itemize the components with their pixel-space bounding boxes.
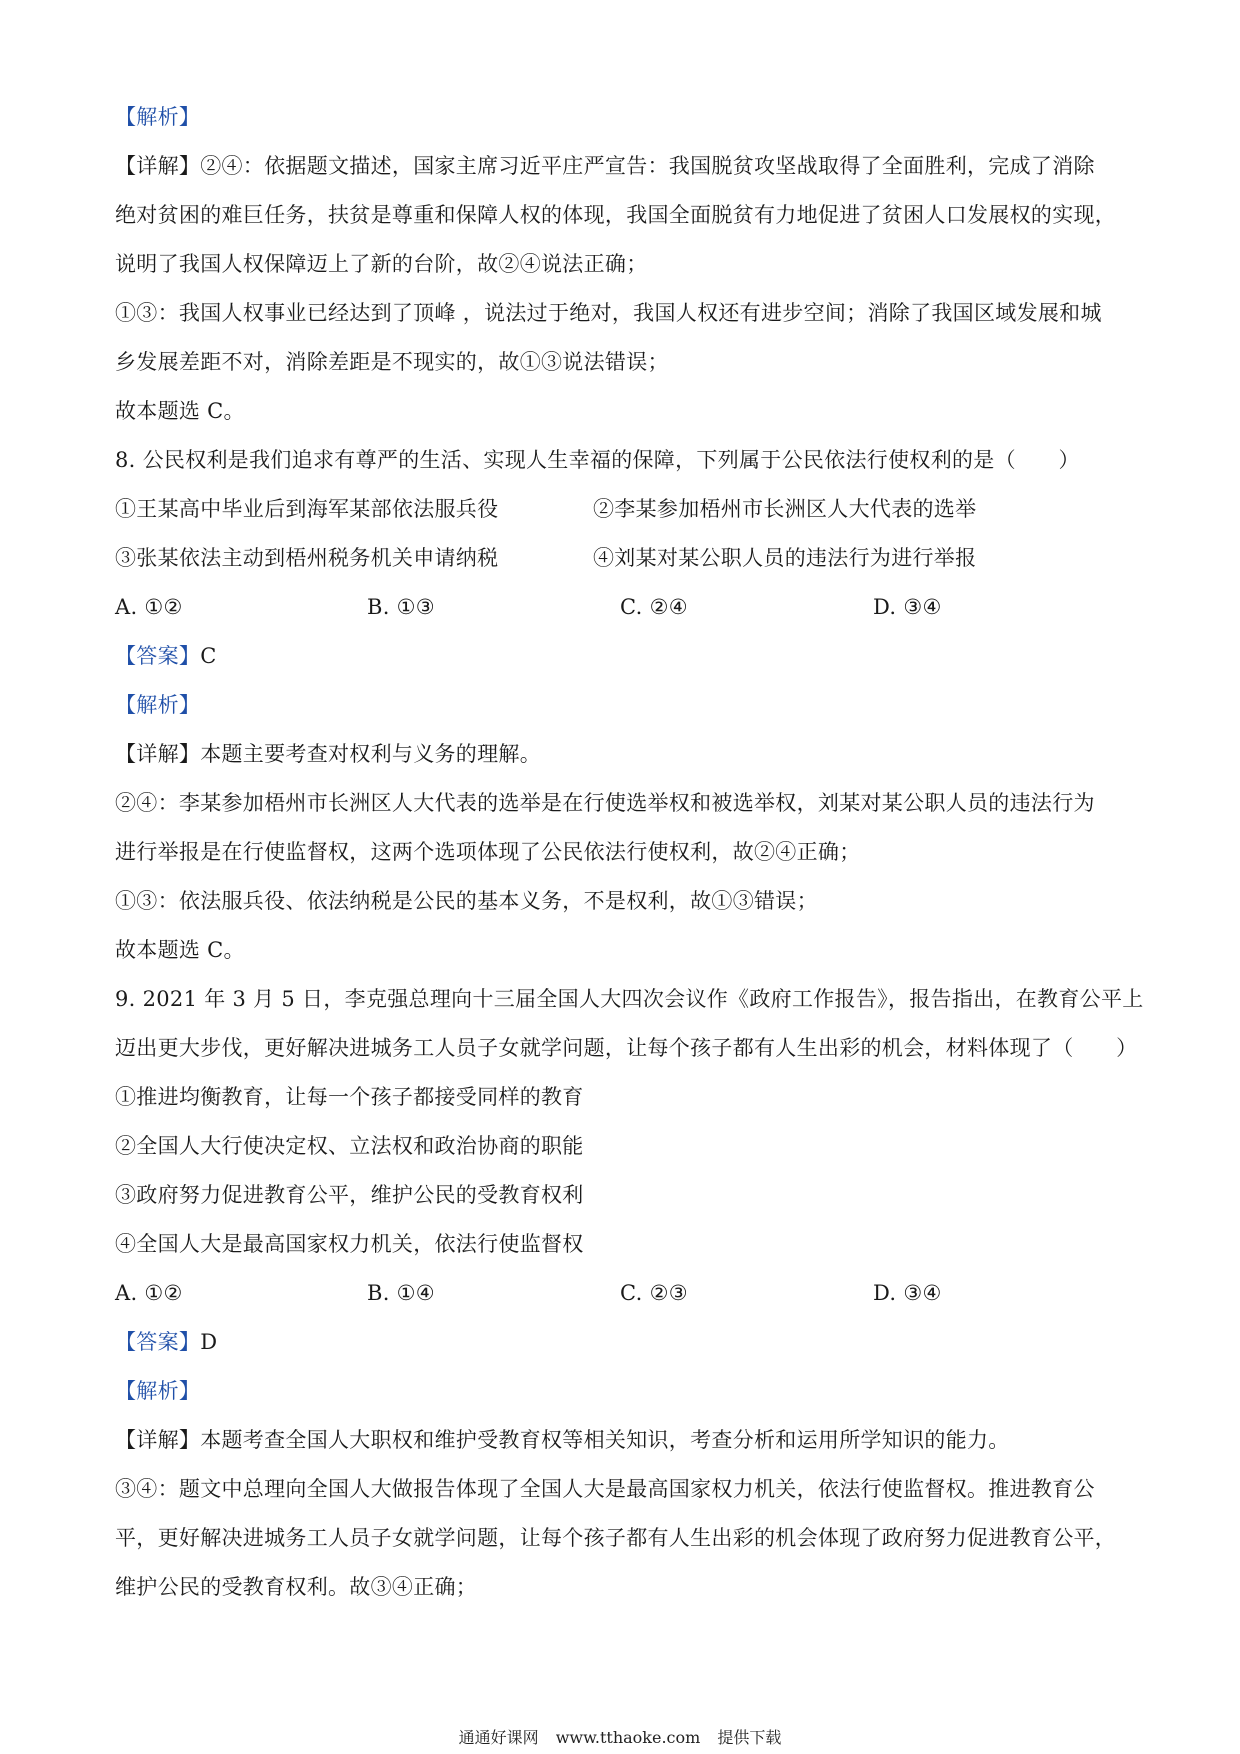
choice-a: A. ①② — [115, 595, 183, 619]
analysis-tag: 【解析】 — [115, 693, 201, 717]
answer-tag: 【答案】 — [115, 1330, 201, 1354]
wrong-options-line: 乡发展差距不对，消除差距是不现实的，故①③说法错误； — [115, 350, 669, 374]
analysis-heading — [115, 102, 1135, 132]
choice-b: B. ①④ — [367, 1281, 435, 1305]
statement-2: ②全国人大行使决定权、立法权和政治协商的职能 — [115, 1134, 584, 1158]
right-options-line: 进行举报是在行使监督权，这两个选项体现了公民依法行使权利，故②④正确； — [115, 840, 861, 864]
choice-c: C. ②③ — [620, 1281, 688, 1305]
detail-text-line: 绝对贫困的难巨任务，扶贫是尊重和保障人权的体现，我国全面脱贫有力地促进了贫困人口发展权的实现， — [115, 203, 1117, 227]
right-options-line: ②④：李某参加梧州市长洲区人大代表的选举是在行使选举权和被选举权，刘某对某公职人员的违法行为 — [115, 791, 1095, 815]
statement-3: ③张某依法主动到梧州税务机关申请纳税 — [115, 546, 499, 570]
question-9-stem-line-2: 迈出更大步伐，更好解决进城务工人员子女就学问题，让每个孩子都有人生出彩的机会，材料体现了（ ） — [115, 1036, 1138, 1060]
footer-url[interactable]: www.tthaoke.com — [555, 1728, 701, 1747]
detail-tag: 【详解】 — [115, 742, 201, 766]
footer-note: 提供下载 — [717, 1728, 782, 1747]
conclusion-line: 故本题选 C。 — [115, 938, 245, 962]
analysis-heading — [115, 690, 1135, 720]
right-options-line: 平，更好解决进城务工人员子女就学问题，让每个孩子都有人生出彩的机会体现了政府努力促进教育公平， — [115, 1526, 1117, 1550]
right-options-line: ③④：题文中总理向全国人大做报告体现了全国人大是最高国家权力机关，依法行使监督权。推进教育公 — [115, 1477, 1095, 1501]
statement-1: ①推进均衡教育，让每一个孩子都接受同样的教育 — [115, 1085, 584, 1109]
answer-value: C — [200, 644, 217, 668]
wrong-options-line: ①③：我国人权事业已经达到了顶峰 ，说法过于绝对，我国人权还有进步空间；消除了我国区域发展和城 — [115, 301, 1102, 325]
detail-paragraph — [115, 739, 1135, 769]
conclusion-line: 故本题选 C。 — [115, 399, 245, 423]
footer-site-name: 通通好课网 — [458, 1728, 539, 1747]
question-9-answer — [115, 1327, 1135, 1357]
choice-b: B. ①③ — [367, 595, 435, 619]
analysis-heading — [115, 1376, 1135, 1406]
detail-paragraph — [115, 151, 1135, 181]
statement-3: ③政府努力促进教育公平，维护公民的受教育权利 — [115, 1183, 584, 1207]
detail-paragraph — [115, 1425, 1135, 1455]
choice-c: C. ②④ — [620, 595, 688, 619]
question-9-stem: 9. 2021 年 3 月 5 日，李克强总理向十三届全国人大四次会议作《政府工作报告》，报告指出，在教育公平上 — [115, 987, 1144, 1011]
detail-tag: 【详解】 — [115, 1428, 201, 1452]
statement-1: ①王某高中毕业后到海军某部依法服兵役 — [115, 497, 499, 521]
choice-a: A. ①② — [115, 1281, 183, 1305]
analysis-tag: 【解析】 — [115, 1379, 201, 1403]
question-8-stem: 8. 公民权利是我们追求有尊严的生活、实现人生幸福的保障，下列属于公民依法行使权利的是（ ） — [115, 448, 1080, 472]
detail-text: 本题主要考查对权利与义务的理解。 — [200, 742, 542, 766]
analysis-tag: 【解析】 — [115, 105, 201, 129]
detail-text: 本题考查全国人大职权和维护受教育权等相关知识，考查分析和运用所学知识的能力。 — [200, 1428, 1010, 1452]
answer-tag: 【答案】 — [115, 644, 201, 668]
question-8-answer — [115, 641, 1135, 671]
detail-tag: 【详解】 — [115, 154, 201, 178]
choice-d: D. ③④ — [873, 595, 942, 619]
choice-d: D. ③④ — [873, 1281, 942, 1305]
wrong-options-line: ①③：依法服兵役、依法纳税是公民的基本义务，不是权利，故①③错误； — [115, 889, 818, 913]
statement-4: ④刘某对某公职人员的违法行为进行举报 — [593, 546, 977, 570]
answer-value: D — [200, 1330, 218, 1354]
page-footer — [0, 1727, 1240, 1749]
statement-4: ④全国人大是最高国家权力机关，依法行使监督权 — [115, 1232, 584, 1256]
detail-text: ②④：依据题文描述，国家主席习近平庄严宣告：我国脱贫攻坚战取得了全面胜利，完成了消除 — [200, 154, 1095, 178]
right-options-line: 维护公民的受教育权利。故③④正确； — [115, 1575, 478, 1599]
statement-2: ②李某参加梧州市长洲区人大代表的选举 — [593, 497, 977, 521]
detail-text-line: 说明了我国人权保障迈上了新的台阶，故②④说法正确； — [115, 252, 648, 276]
